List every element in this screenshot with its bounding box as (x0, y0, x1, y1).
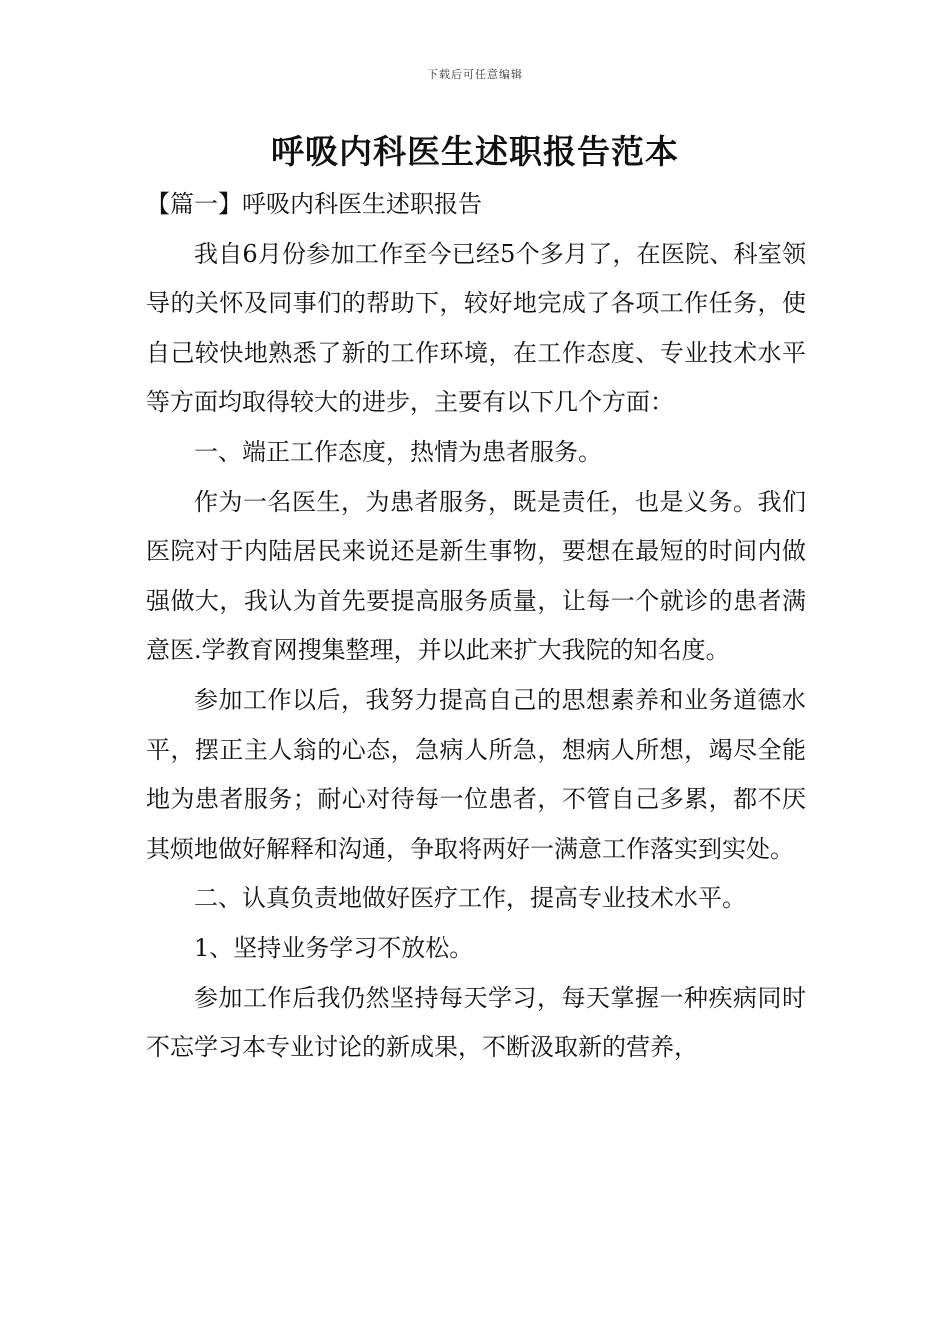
document-title: 呼吸内科医生述职报告范本 (271, 132, 679, 171)
paragraph: 一、端正工作态度，热情为患者服务。 (194, 437, 602, 466)
document-body (146, 180, 806, 1073)
paragraph: 二、认真负责地做好医疗工作，提高专业技术水平。 (194, 884, 746, 913)
paragraph: 参加工作后我仍然坚持每天学习，每天掌握一种疾病同时不忘学习本专业讨论的新成果，不断汲取新的营养， (146, 983, 806, 1062)
paragraph: 我自6月份参加工作至今已经5个多月了，在医院、科室领导的关怀及同事们的帮助下，较好地完成了各项工作任务，使自己较快地熟悉了新的工作环境，在工作态度、专业技术水平等方面均取得较大的进步，主要有以下几个方面： (146, 239, 806, 417)
header-note: 下载后可任意编辑 (427, 68, 523, 81)
paragraph: 作为一名医生，为患者服务，既是责任，也是义务。我们医院对于内陆居民来说还是新生事物，要想在最短的时间内做强做大，我认为首先要提高服务质量，让每一个就诊的患者满意医.学教育网搜集整理，并以此来扩大我院的知名度。 (146, 487, 806, 665)
paragraph: 参加工作以后，我努力提高自己的思想素养和业务道德水平，摆正主人翁的心态，急病人所急，想病人所想，竭尽全能地为患者服务；耐心对待每一位患者，不管自己多累，都不厌其烦地做好解释和沟通，争取将两好一满意工作落实到实处。 (146, 685, 806, 863)
paragraph: 1、坚持业务学习不放松。 (194, 933, 474, 962)
section-heading: 【篇一】呼吸内科医生述职报告 (146, 190, 482, 218)
